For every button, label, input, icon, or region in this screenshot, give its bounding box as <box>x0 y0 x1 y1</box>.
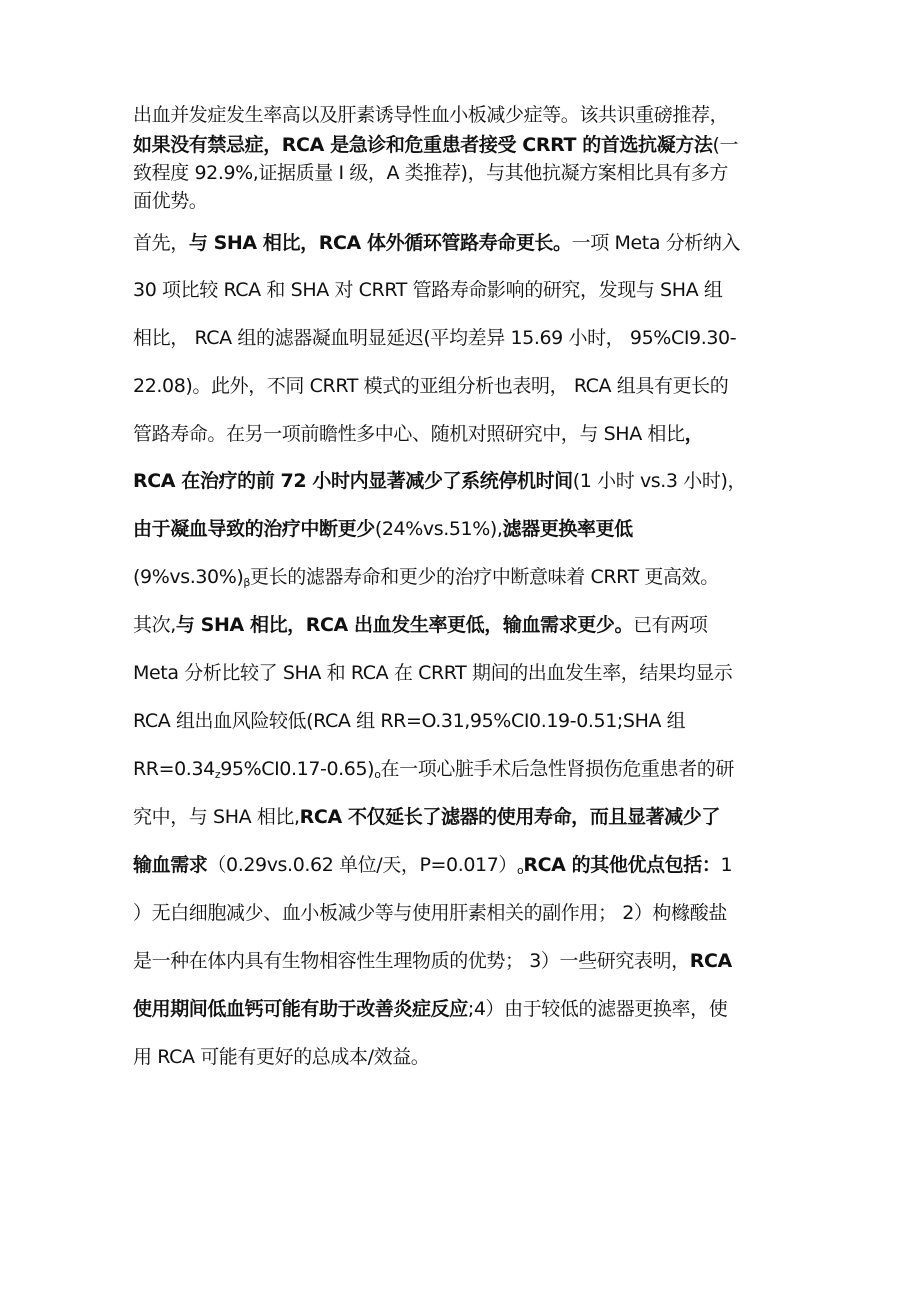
p2-l2: 30 项比较 RCA 和 SHA 对 CRRT 管路寿命影响的研究，发现与 SHA 组 <box>133 279 723 301</box>
p3-line-8 <box>133 946 732 973</box>
p3-l4-c: 在一项心脏手术后急性肾损伤危重患者的研 <box>380 758 734 780</box>
p2-l4: 22.08)。此外，不同 CRRT 模式的亚组分析也表明， RCA 组具有更长的 <box>133 375 729 397</box>
p2-l5-b: ， <box>684 423 704 445</box>
p2-l8-sub: β <box>243 576 251 589</box>
p3-l4-a: RR=0.34 <box>133 758 215 780</box>
p3-line-5 <box>133 802 720 829</box>
p2-line-6 <box>133 466 746 493</box>
p3-l8-a: 是一种在体内具有生物相容性生理物质的优势； 3）一些研究表明， <box>133 950 690 972</box>
p3-line-6 <box>133 850 732 877</box>
p2-line-4 <box>133 371 728 398</box>
p1-line-4 <box>133 186 207 213</box>
p2-line-3 <box>133 323 736 350</box>
p2-l8-b: 更长的滤器寿命和更少的治疗中断意味着 CRRT 更高效。 <box>250 566 719 588</box>
p1-line-1 <box>133 100 728 127</box>
p3-l1-bold: 与 SHA 相比，RCA 出血发生率更低，输血需求更少。 <box>175 614 634 636</box>
p3-line-10 <box>133 1042 429 1069</box>
p3-l5-a: 究中，与 SHA 相比, <box>133 806 300 828</box>
p3-l6-b: （0.29vs.0.62 单位/天，P=0.017） <box>207 854 518 876</box>
p3-line-2 <box>133 658 732 685</box>
p3-l9-b: ;4）由于较低的滤器更换率，使 <box>467 998 728 1020</box>
p2-l8-a: (9%vs.30%) <box>133 566 244 588</box>
p3-line-3 <box>133 706 685 733</box>
p1-line-3 <box>133 158 728 185</box>
p3-l6-d: 1 <box>720 854 733 876</box>
p2-l6-b: (1 小时 vs.3 小时)， <box>572 470 747 492</box>
p2-l7-b: (24%vs.51%), <box>374 518 503 540</box>
p3-l3: RCA 组出血风险较低(RCA 组 RR=O.31,95%CI0.19-0.51;SHA 组 <box>133 710 686 732</box>
p3-l1-c: 已有两项 <box>633 614 708 636</box>
p1-line-3-text: 致程度 92.9%,证据质量 I 级，A 类推荐)，与其他抗凝方案相比具有多方 <box>133 162 728 184</box>
p3-l6-bold-a: 输血需求 <box>133 854 208 876</box>
p3-l4-sub: z <box>214 768 221 781</box>
p2-line-7 <box>133 514 633 541</box>
p2-l6-bold: RCA 在治疗的前 72 小时内显著减少了系统停机时间 <box>133 470 573 492</box>
p3-l8-bold: RCA <box>689 950 732 972</box>
p1-line-1-text: 出血并发症发生率高以及肝素诱导性血小板减少症等。该共识重磅推荐， <box>133 104 729 126</box>
p3-l1-a: 其次, <box>133 614 176 636</box>
p3-l7: ）无白细胞减少、血小板减少等与使用肝素相关的副作用； 2）枸橼酸盐 <box>133 902 727 924</box>
p3-l5-bold: RCA 不仅延长了滤器的使用寿命，而且显著减少了 <box>299 806 720 828</box>
p3-l4-b: 95%CI0.17-0.65) <box>220 758 375 780</box>
p3-line-1 <box>133 610 707 637</box>
p1-line-2-bold-text: 如果没有禁忌症，RCA 是急诊和危重患者接受 CRRT 的首选抗凝方法 <box>133 134 713 156</box>
p3-l2: Meta 分析比较了 SHA 和 RCA 在 CRRT 期间的出血发生率，结果均显示 <box>133 662 733 684</box>
p2-l1-bold: 与 SHA 相比，RCA 体外循环管路寿命更长。 <box>188 232 572 254</box>
p1-line-4-text: 面优势。 <box>133 190 208 212</box>
p1-line-2 <box>133 130 738 157</box>
p2-l3: 相比， RCA 组的滤器凝血明显延迟(平均差异 15.69 小时， 95%CI9.30- <box>133 327 737 349</box>
p2-l7-bold-c: 滤器更换率更低 <box>502 518 633 540</box>
p2-l1-c: 一项 Meta 分析纳入 <box>571 232 741 254</box>
p2-line-8 <box>133 562 719 589</box>
p3-l6-bold-c: RCA 的其他优点包括： <box>523 854 721 876</box>
p3-l10: 用 RCA 可能有更好的总成本/效益。 <box>133 1046 430 1068</box>
p3-line-9 <box>133 994 727 1021</box>
p2-line-1 <box>133 228 740 255</box>
p3-l6-sub: o <box>517 864 524 877</box>
p2-line-2 <box>133 275 722 302</box>
p3-l4-sub2: o <box>374 768 381 781</box>
p3-line-4 <box>133 754 734 781</box>
p3-l9-bold: 使用期间低血钙可能有助于改善炎症反应 <box>133 998 468 1020</box>
p3-line-7 <box>133 898 727 925</box>
p2-l7-bold-a: 由于凝血导致的治疗中断更少 <box>133 518 375 540</box>
p1-line-2-tail: (一 <box>712 134 739 156</box>
p2-line-5 <box>133 419 703 446</box>
p2-l1-a: 首先， <box>133 232 189 254</box>
p2-l5-a: 管路寿命。在另一项前瞻性多中心、随机对照研究中，与 SHA 相比 <box>133 423 685 445</box>
